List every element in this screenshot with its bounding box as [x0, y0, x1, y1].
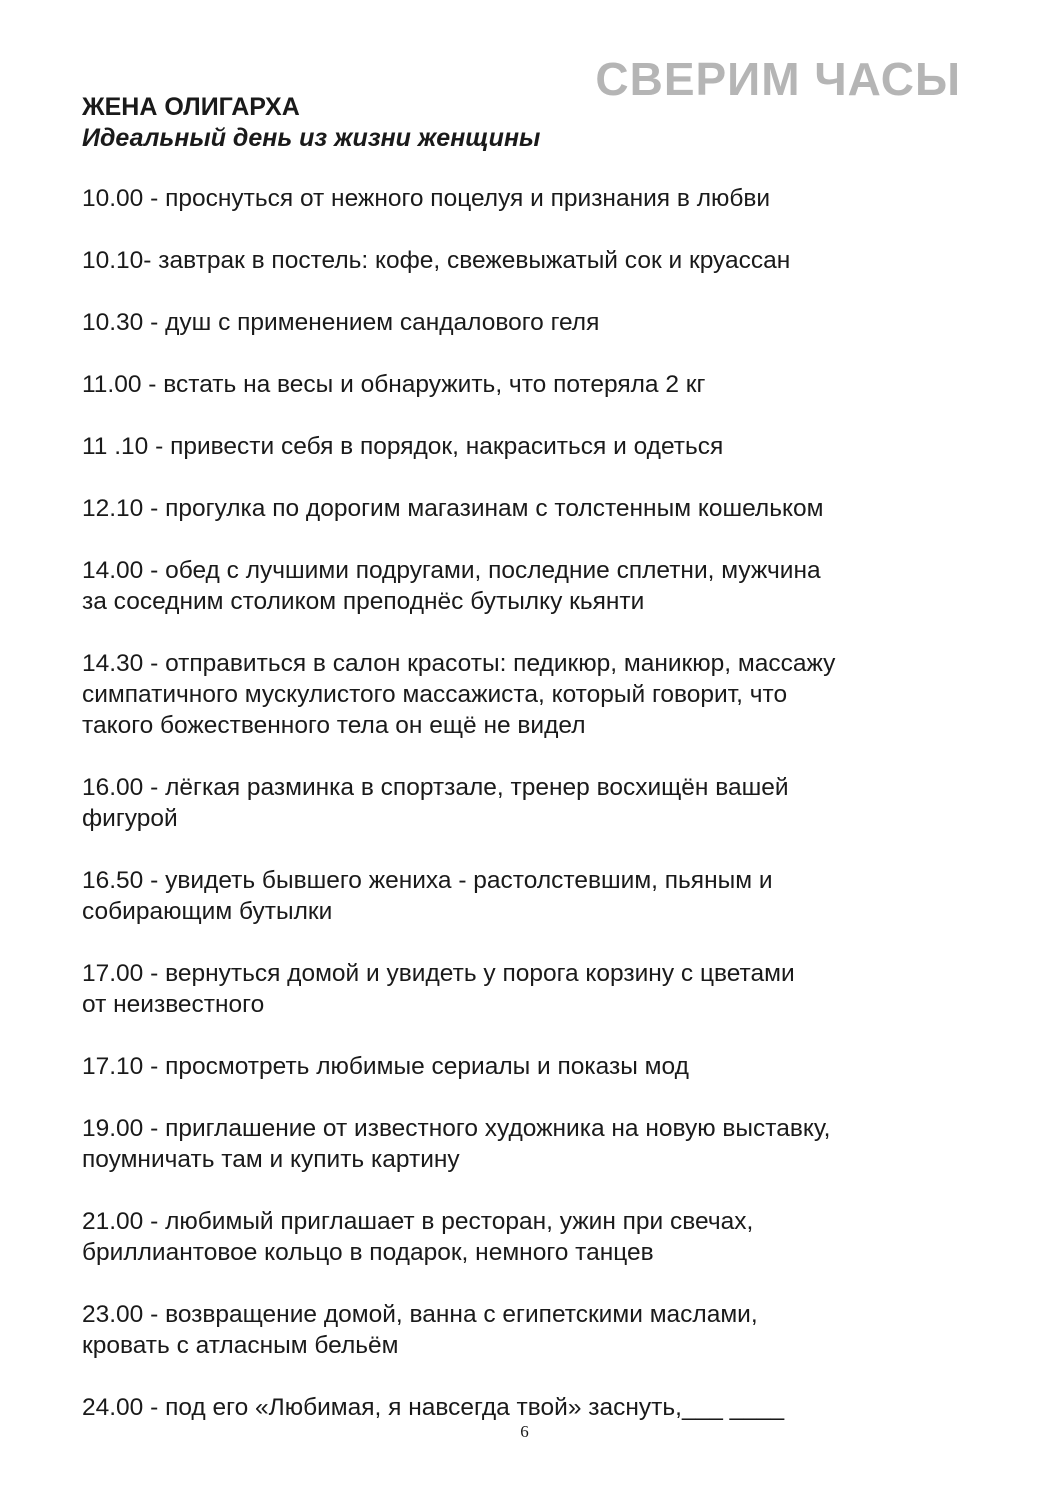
- schedule-entry: 10.30 - душ с применением сандалового геля: [82, 309, 600, 336]
- schedule-entry: 10.10- завтрак в постель: кофе, свежевыжатый сок и круассан: [82, 247, 791, 274]
- schedule-entry: 14.30 - отправиться в салон красоты: педикюр, маникюр, массажу симпатичного мускулистого массажиста, который говорит, что такого божественного тела он ещё не видел: [82, 650, 836, 739]
- schedule-entry: 11.00 - встать на весы и обнаружить, что потеряла 2 кг: [82, 371, 706, 398]
- schedule-entry: 21.00 - любимый приглашает в ресторан, ужин при свечах, бриллиантовое кольцо в подарок, немного танцев: [82, 1208, 754, 1266]
- schedule-entry: 12.10 - прогулка по дорогим магазинам с толстенным кошельком: [82, 495, 824, 522]
- document-subtitle: Идеальный день из жизни женщины: [82, 124, 541, 152]
- schedule-entry: 11 .10 - привести себя в порядок, накраситься и одеться: [82, 433, 724, 460]
- schedule-entry: 16.50 - увидеть бывшего жениха - растолстевшим, пьяным и собирающим бутылки: [82, 867, 773, 925]
- schedule-entry: 10.00 - проснуться от нежного поцелуя и признания в любви: [82, 185, 771, 212]
- section-header: СВЕРИМ ЧАСЫ: [595, 53, 961, 105]
- schedule-entry: 24.00 - под его «Любимая, я навсегда твой» заснуть,___ ____: [82, 1394, 785, 1421]
- schedule-entry: 17.00 - вернуться домой и увидеть у порога корзину с цветами от неизвестного: [82, 960, 795, 1018]
- page-number: 6: [520, 1422, 529, 1441]
- schedule-entry: 16.00 - лёгкая разминка в спортзале, тренер восхищён вашей фигурой: [82, 774, 789, 832]
- schedule-entry: 19.00 - приглашение от известного художника на новую выставку, поумничать там и купить картину: [82, 1115, 831, 1173]
- schedule-entry: 23.00 - возвращение домой, ванна с египетскими маслами, кровать с атласным бельём: [82, 1301, 758, 1359]
- schedule-entry: 17.10 - просмотреть любимые сериалы и показы мод: [82, 1053, 689, 1080]
- document-title: ЖЕНА ОЛИГАРХА: [82, 93, 300, 121]
- schedule-list: [82, 183, 982, 1454]
- schedule-entry: 14.00 - обед с лучшими подругами, последние сплетни, мужчина за соседним столиком преподнёс бутылку кьянти: [82, 557, 821, 615]
